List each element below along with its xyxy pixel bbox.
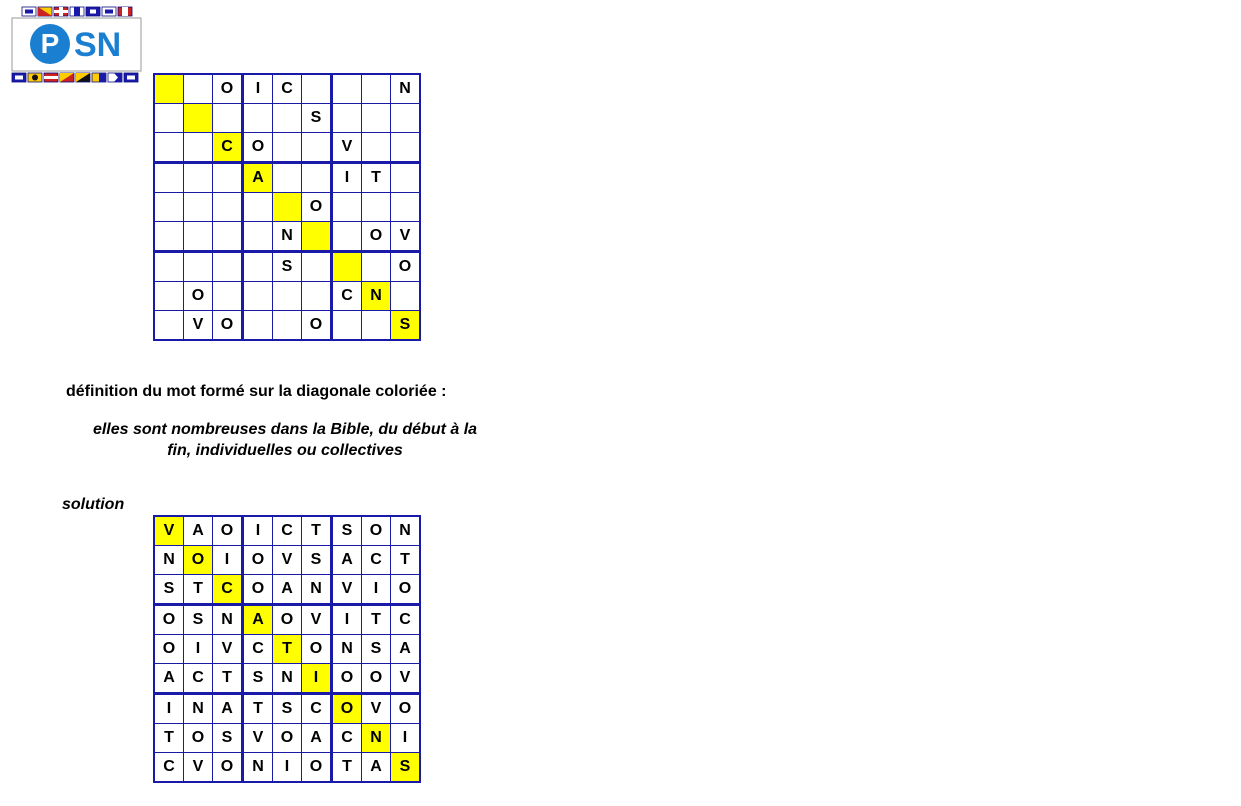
solution-cell: N [184, 694, 213, 724]
solution-cell: O [243, 546, 273, 575]
puzzle-cell[interactable] [362, 252, 391, 282]
solution-cell: O [213, 753, 243, 783]
puzzle-cell[interactable] [391, 133, 421, 163]
puzzle-cell: V [391, 222, 421, 252]
puzzle-cell[interactable] [154, 252, 184, 282]
solution-cell: T [332, 753, 362, 783]
puzzle-cell[interactable] [243, 222, 273, 252]
puzzle-cell: O [243, 133, 273, 163]
solution-cell: O [302, 635, 332, 664]
puzzle-cell[interactable] [362, 74, 391, 104]
solution-cell: I [213, 546, 243, 575]
puzzle-cell: N [273, 222, 302, 252]
solution-cell-diagonal: O [332, 694, 362, 724]
solution-cell: I [362, 575, 391, 605]
puzzle-cell[interactable] [154, 282, 184, 311]
solution-label: solution [62, 496, 125, 513]
puzzle-cell: O [302, 193, 332, 222]
puzzle-cell[interactable] [273, 163, 302, 193]
solution-cell: V [243, 724, 273, 753]
puzzle-cell[interactable] [243, 193, 273, 222]
puzzle-cell[interactable] [332, 222, 362, 252]
grid-row [154, 664, 420, 694]
puzzle-cell: O [391, 252, 421, 282]
solution-cell: S [332, 516, 362, 546]
puzzle-cell: C [273, 74, 302, 104]
solution-cell: S [362, 635, 391, 664]
solution-cell: A [391, 635, 421, 664]
solution-cell-diagonal: I [302, 664, 332, 694]
puzzle-cell-diagonal[interactable] [184, 104, 213, 133]
puzzle-cell: C [332, 282, 362, 311]
puzzle-cell[interactable] [302, 74, 332, 104]
solution-cell: S [213, 724, 243, 753]
solution-cell: I [332, 605, 362, 635]
puzzle-cell[interactable] [243, 252, 273, 282]
solution-cell: N [213, 605, 243, 635]
puzzle-cell-diagonal[interactable] [273, 193, 302, 222]
solution-cell: V [184, 753, 213, 783]
solution-cell: N [154, 546, 184, 575]
puzzle-cell[interactable] [213, 252, 243, 282]
puzzle-cell[interactable] [243, 282, 273, 311]
definition-line-1: elles sont nombreuses dans la Bible, du début à la [92, 421, 478, 438]
solution-cell: O [273, 605, 302, 635]
puzzle-cell-diagonal: S [391, 311, 421, 341]
solution-cell: N [243, 753, 273, 783]
puzzle-cell: V [332, 133, 362, 163]
grid-row [154, 635, 420, 664]
solution-cell: I [243, 516, 273, 546]
solution-cell: A [154, 664, 184, 694]
puzzle-cell[interactable] [184, 193, 213, 222]
solution-cell: V [273, 546, 302, 575]
solution-cell: T [302, 516, 332, 546]
grid-row [154, 575, 420, 605]
solution-cell: C [332, 724, 362, 753]
puzzle-cell: S [273, 252, 302, 282]
solution-cell: N [332, 635, 362, 664]
puzzle-cell: V [184, 311, 213, 341]
puzzle-cell[interactable] [391, 163, 421, 193]
solution-cell: S [154, 575, 184, 605]
solution-cell: T [243, 694, 273, 724]
puzzle-cell-diagonal: C [213, 133, 243, 163]
grid-row [154, 311, 420, 341]
solution-cell: O [184, 724, 213, 753]
puzzle-cell[interactable] [273, 104, 302, 133]
solution-cell: A [332, 546, 362, 575]
definition-text [58, 419, 512, 461]
puzzle-cell: O [302, 311, 332, 341]
puzzle-cell[interactable] [184, 74, 213, 104]
grid-row [154, 282, 420, 311]
signal-flags-bottom [12, 73, 138, 82]
solution-cell: V [302, 605, 332, 635]
puzzle-cell[interactable] [332, 193, 362, 222]
solution-cell: S [302, 546, 332, 575]
solution-cell: C [273, 516, 302, 546]
puzzle-grid [153, 73, 421, 341]
puzzle-cell[interactable] [391, 282, 421, 311]
grid-row [154, 163, 420, 193]
puzzle-cell-diagonal: N [362, 282, 391, 311]
puzzle-cell[interactable] [302, 282, 332, 311]
puzzle-cell[interactable] [391, 193, 421, 222]
grid-row [154, 694, 420, 724]
puzzle-cell[interactable] [302, 133, 332, 163]
solution-cell: A [302, 724, 332, 753]
puzzle-cell[interactable] [332, 74, 362, 104]
puzzle-cell: N [391, 74, 421, 104]
solution-cell: A [273, 575, 302, 605]
puzzle-cell[interactable] [362, 104, 391, 133]
svg-text:SN: SN [74, 26, 122, 64]
puzzle-cell[interactable] [154, 163, 184, 193]
solution-cell: C [302, 694, 332, 724]
grid-row [154, 252, 420, 282]
puzzle-cell-diagonal[interactable] [154, 74, 184, 104]
puzzle-cell[interactable] [213, 222, 243, 252]
grid-row [154, 605, 420, 635]
solution-cell: T [184, 575, 213, 605]
solution-cell: T [362, 605, 391, 635]
puzzle-cell[interactable] [362, 311, 391, 341]
solution-cell-diagonal: A [243, 605, 273, 635]
solution-cell: O [362, 516, 391, 546]
solution-cell: O [154, 605, 184, 635]
solution-cell: O [302, 753, 332, 783]
solution-cell: S [273, 694, 302, 724]
solution-cell: S [184, 605, 213, 635]
solution-cell: O [332, 664, 362, 694]
solution-cell: A [362, 753, 391, 783]
puzzle-cell[interactable] [332, 104, 362, 133]
puzzle-cell[interactable] [243, 104, 273, 133]
solution-cell: C [362, 546, 391, 575]
solution-cell: N [273, 664, 302, 694]
solution-cell: C [391, 605, 421, 635]
solution-cell-diagonal: O [184, 546, 213, 575]
puzzle-cell[interactable] [213, 282, 243, 311]
solution-cell: C [243, 635, 273, 664]
puzzle-cell: O [184, 282, 213, 311]
puzzle-cell[interactable] [184, 163, 213, 193]
puzzle-cell: O [362, 222, 391, 252]
puzzle-cell: T [362, 163, 391, 193]
puzzle-cell[interactable] [302, 163, 332, 193]
svg-text:P: P [40, 28, 60, 59]
grid-row [154, 753, 420, 783]
grid-row [154, 104, 420, 133]
signal-flags-top [22, 7, 132, 16]
puzzle-cell[interactable] [154, 311, 184, 341]
grid-row [154, 74, 420, 104]
definition-title: définition du mot formé sur la diagonale coloriée : [66, 383, 447, 400]
solution-cell: N [391, 516, 421, 546]
solution-grid [153, 515, 421, 783]
puzzle-cell-diagonal[interactable] [332, 252, 362, 282]
puzzle-cell: O [213, 311, 243, 341]
puzzle-cell: S [302, 104, 332, 133]
solution-cell: V [362, 694, 391, 724]
solution-cell: O [391, 575, 421, 605]
puzzle-cell[interactable] [362, 133, 391, 163]
solution-cell-diagonal: N [362, 724, 391, 753]
puzzle-cell[interactable] [184, 133, 213, 163]
puzzle-cell[interactable] [362, 193, 391, 222]
puzzle-cell[interactable] [273, 311, 302, 341]
solution-cell: A [213, 694, 243, 724]
puzzle-cell-diagonal[interactable] [302, 222, 332, 252]
puzzle-cell[interactable] [332, 311, 362, 341]
solution-cell: T [154, 724, 184, 753]
solution-cell: C [154, 753, 184, 783]
puzzle-cell: I [332, 163, 362, 193]
grid-row [154, 222, 420, 252]
solution-cell-diagonal: C [213, 575, 243, 605]
grid-row [154, 546, 420, 575]
puzzle-cell[interactable] [184, 222, 213, 252]
puzzle-cell[interactable] [243, 311, 273, 341]
solution-cell: O [362, 664, 391, 694]
solution-cell: O [213, 516, 243, 546]
puzzle-cell[interactable] [154, 104, 184, 133]
psn-logo [10, 5, 143, 85]
solution-cell: N [302, 575, 332, 605]
solution-cell-diagonal: T [273, 635, 302, 664]
solution-cell: V [213, 635, 243, 664]
puzzle-cell[interactable] [154, 222, 184, 252]
puzzle-cell[interactable] [391, 104, 421, 133]
solution-cell: I [273, 753, 302, 783]
solution-cell: O [154, 635, 184, 664]
definition-line-2: fin, individuelles ou collectives [167, 442, 403, 459]
puzzle-cell[interactable] [213, 193, 243, 222]
puzzle-cell[interactable] [184, 252, 213, 282]
grid-row [154, 133, 420, 163]
solution-cell: I [391, 724, 421, 753]
solution-cell: I [184, 635, 213, 664]
puzzle-cell[interactable] [154, 193, 184, 222]
solution-cell: O [243, 575, 273, 605]
grid-row [154, 724, 420, 753]
puzzle-cell-diagonal: A [243, 163, 273, 193]
solution-cell: V [332, 575, 362, 605]
puzzle-cell[interactable] [302, 252, 332, 282]
puzzle-cell[interactable] [213, 163, 243, 193]
puzzle-cell: I [243, 74, 273, 104]
puzzle-cell[interactable] [154, 133, 184, 163]
solution-cell: O [391, 694, 421, 724]
puzzle-cell[interactable] [273, 133, 302, 163]
solution-cell: A [184, 516, 213, 546]
solution-cell: T [213, 664, 243, 694]
solution-cell: C [184, 664, 213, 694]
solution-cell: V [391, 664, 421, 694]
solution-cell-diagonal: V [154, 516, 184, 546]
puzzle-cell[interactable] [273, 282, 302, 311]
grid-row [154, 516, 420, 546]
solution-cell: T [391, 546, 421, 575]
solution-cell: S [243, 664, 273, 694]
solution-cell: O [273, 724, 302, 753]
solution-cell-diagonal: S [391, 753, 421, 783]
puzzle-cell[interactable] [213, 104, 243, 133]
puzzle-cell: O [213, 74, 243, 104]
grid-row [154, 193, 420, 222]
solution-cell: I [154, 694, 184, 724]
